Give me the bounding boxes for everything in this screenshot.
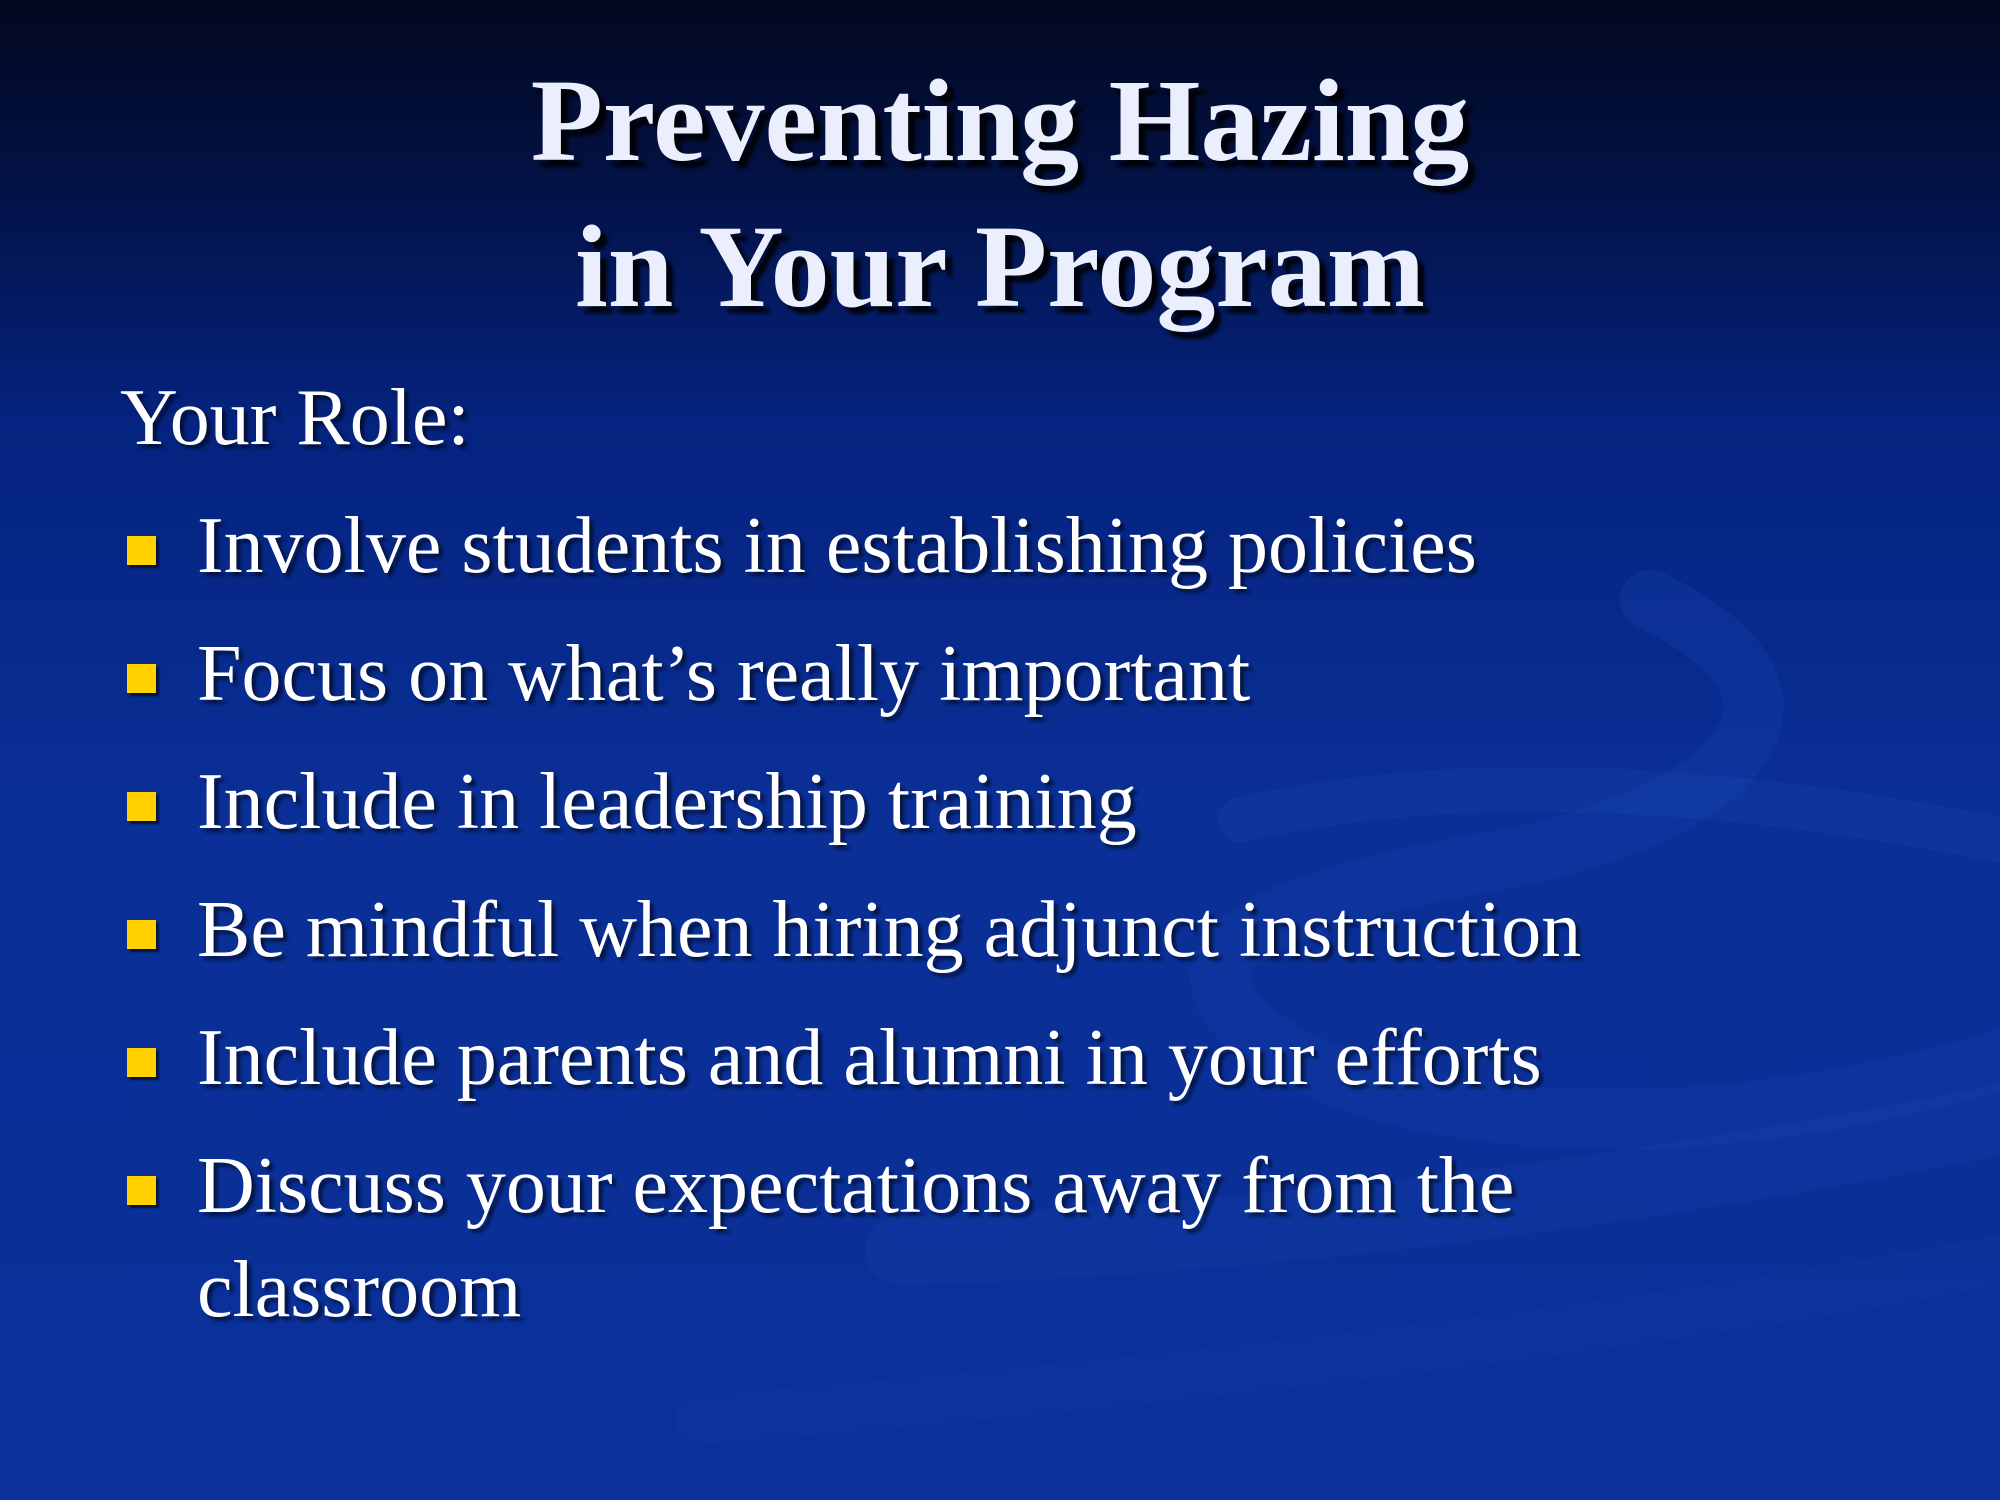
square-bullet-icon	[127, 536, 156, 565]
bullet-text: Be mindful when hiring adjunct instruction	[197, 886, 1582, 974]
square-bullet-icon	[127, 1176, 156, 1205]
slide-subheading: Your Role:	[120, 374, 470, 462]
bullet-text: Focus on what’s really important	[197, 630, 1251, 718]
bullet-text: Involve students in establishing policies	[197, 502, 1477, 590]
bullet-text: Include parents and alumni in your efforts	[197, 1014, 1542, 1102]
bullet-text: Include in leadership training	[197, 758, 1137, 846]
square-bullet-icon	[127, 792, 156, 821]
slide-title-line1: Preventing Hazing	[530, 55, 1470, 186]
square-bullet-icon	[127, 920, 156, 949]
square-bullet-icon	[127, 1048, 156, 1077]
slide-title-line2: in Your Program	[574, 201, 1426, 332]
square-bullet-icon	[127, 664, 156, 693]
bullet-text: Discuss your expectations away from the classroom	[197, 1142, 1515, 1334]
